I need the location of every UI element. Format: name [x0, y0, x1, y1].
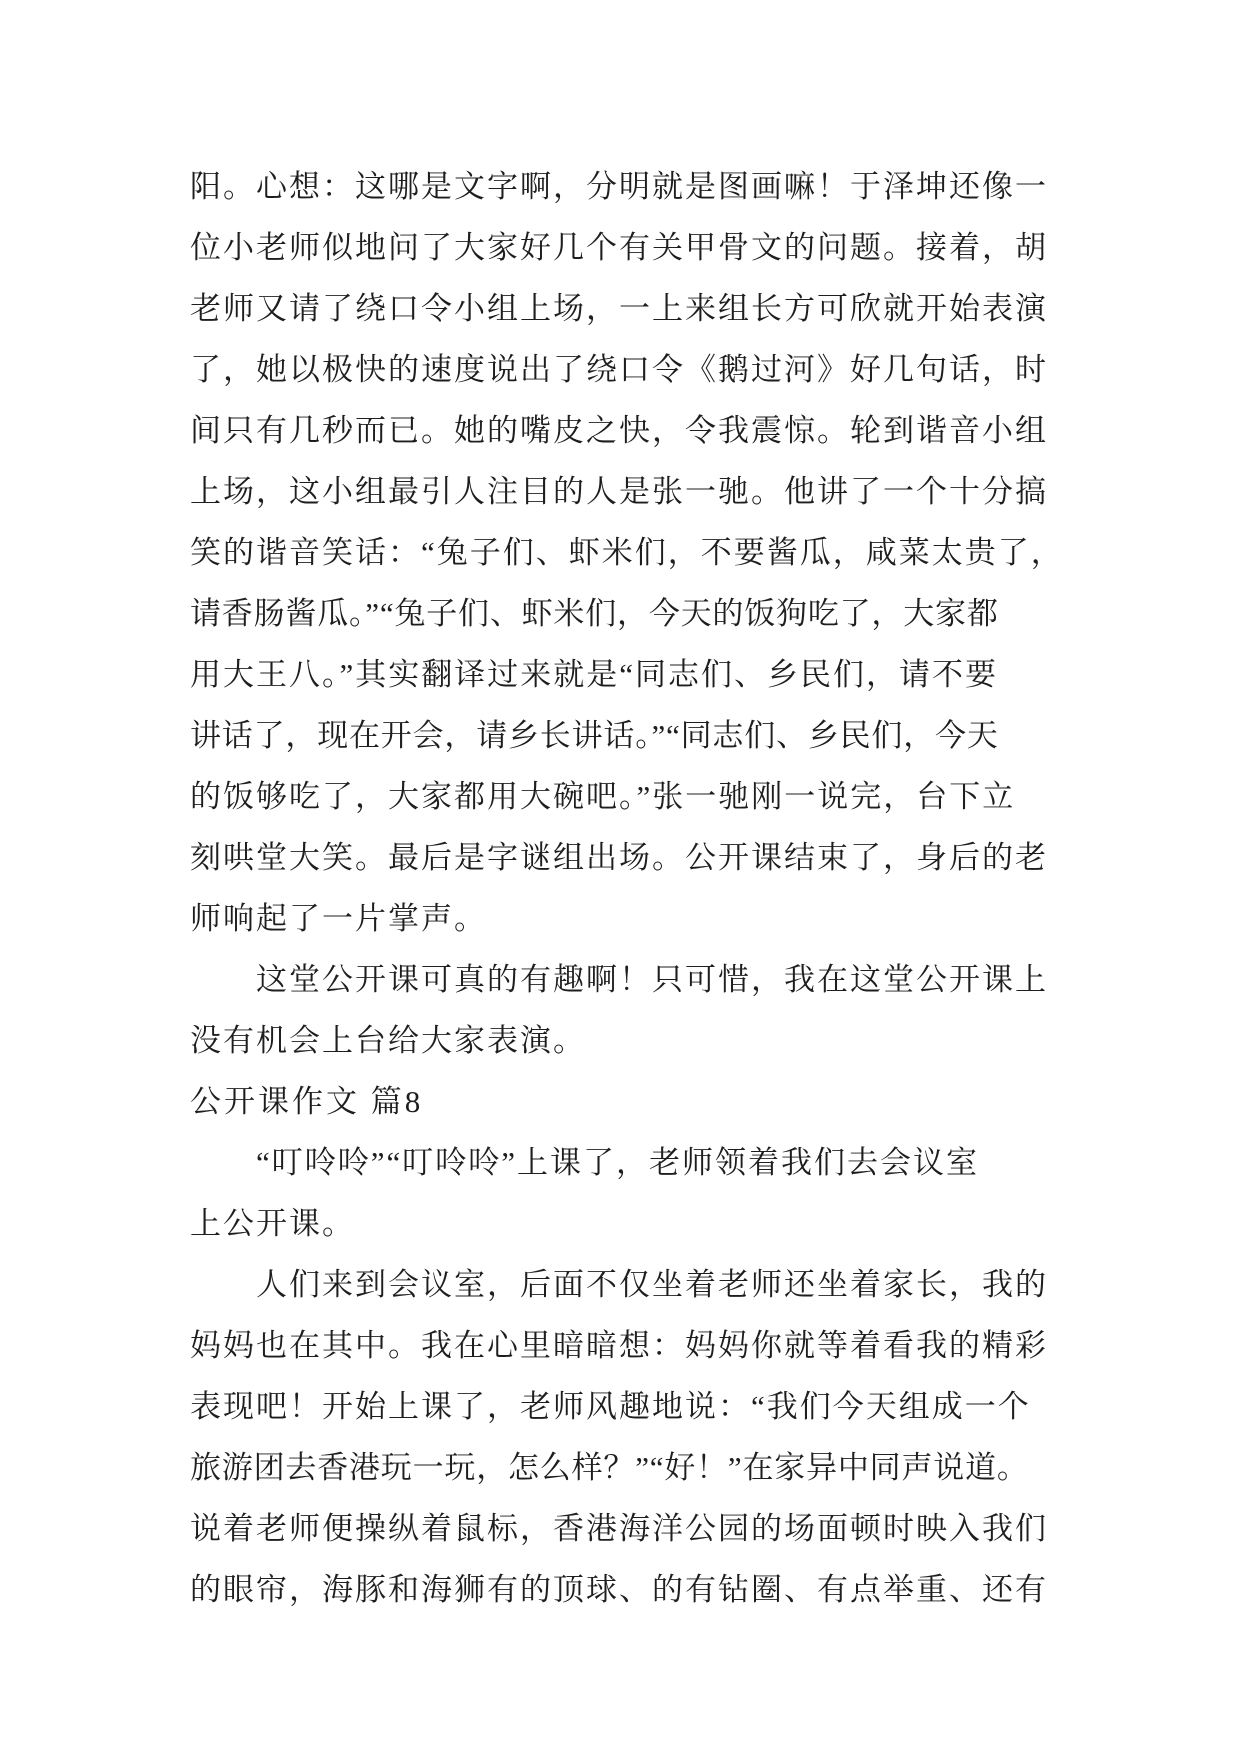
text-line: 笑的谐音笑话：“兔子们、虾米们，不要酱瓜，咸菜太贵了， — [190, 535, 1064, 570]
section-heading: 公开课作文 篇8 — [190, 1084, 424, 1119]
text-line: “叮呤呤”“叮呤呤”上课了，老师领着我们去会议室 — [256, 1145, 980, 1180]
text-line: 位小老师似地问了大家好几个有关甲骨文的问题。接着，胡 — [190, 230, 1048, 265]
text-line: 旅游团去香港玩一玩，怎么样？”“好！”在家异中同声说道。 — [190, 1450, 1029, 1485]
text-line: 师响起了一片掌声。 — [190, 901, 487, 936]
document-body — [190, 156, 1064, 1620]
text-line: 表现吧！开始上课了，老师风趣地说：“我们今天组成一个 — [190, 1389, 1031, 1424]
text-line: 这堂公开课可真的有趣啊！只可惜，我在这堂公开课上 — [256, 962, 1048, 997]
text-line: 妈妈也在其中。我在心里暗暗想：妈妈你就等着看我的精彩 — [190, 1328, 1048, 1363]
text-line: 人们来到会议室，后面不仅坐着老师还坐着家长，我的 — [256, 1267, 1048, 1302]
text-line: 请香肠酱瓜。”“兔子们、虾米们，今天的饭狗吃了，大家都 — [190, 596, 999, 631]
text-line: 讲话了，现在开会，请乡长讲话。”“同志们、乡民们，今天 — [190, 718, 999, 753]
text-line: 用大王八。”其实翻译过来就是“同志们、乡民们，请不要 — [190, 657, 999, 692]
text-line: 阳。心想：这哪是文字啊，分明就是图画嘛！于泽坤还像一 — [190, 169, 1048, 204]
text-line: 说着老师便操纵着鼠标，香港海洋公园的场面顿时映入我们 — [190, 1511, 1048, 1546]
text-line: 老师又请了绕口令小组上场，一上来组长方可欣就开始表演 — [190, 291, 1048, 326]
text-line: 没有机会上台给大家表演。 — [190, 1023, 586, 1058]
text-line: 上场，这小组最引人注目的人是张一驰。他讲了一个十分搞 — [190, 474, 1048, 509]
text-line: 间只有几秒而已。她的嘴皮之快，令我震惊。轮到谐音小组 — [190, 413, 1048, 448]
text-line: 上公开课。 — [190, 1206, 355, 1241]
text-line: 了，她以极快的速度说出了绕口令《鹅过河》好几句话，时 — [190, 352, 1048, 387]
paragraph — [190, 1254, 1050, 1620]
paragraph — [190, 949, 1050, 1071]
paragraph — [190, 1132, 1050, 1254]
text-line: 的饭够吃了，大家都用大碗吧。”张一驰刚一说完，台下立 — [190, 779, 1016, 814]
text-line: 刻哄堂大笑。最后是字谜组出场。公开课结束了，身后的老 — [190, 840, 1048, 875]
paragraph — [190, 156, 1064, 949]
text-line: 的眼帘，海豚和海狮有的顶球、的有钻圈、有点举重、还有 — [190, 1572, 1048, 1607]
